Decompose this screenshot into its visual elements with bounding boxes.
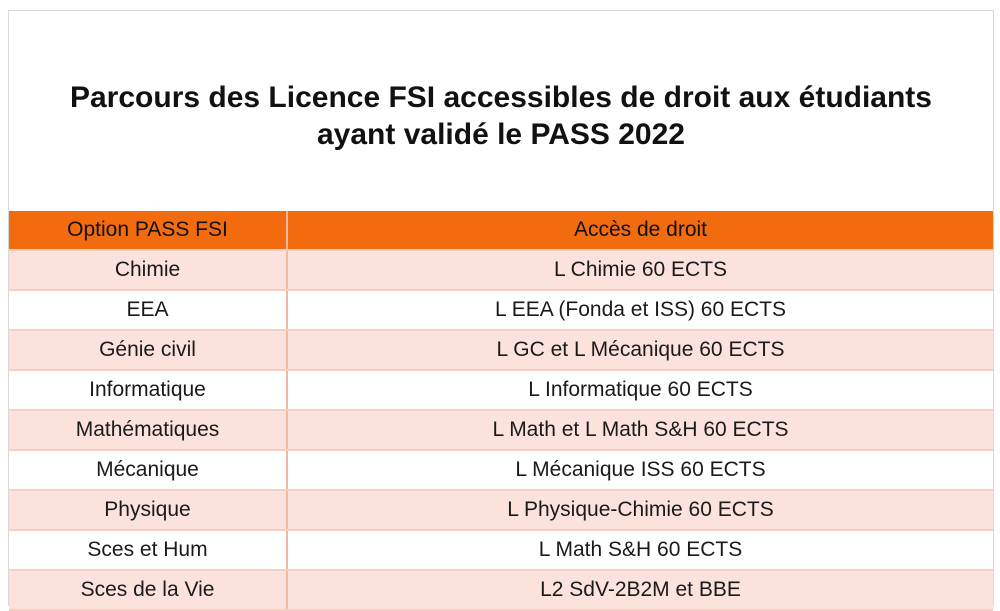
table-row [9,330,993,370]
slide [8,10,994,606]
header-acces-droit: Accès de droit [287,211,993,250]
option-cell: Mathématiques [9,410,287,450]
access-cell: L EEA (Fonda et ISS) 60 ECTS [287,290,993,330]
option-cell: Chimie [9,250,287,290]
table-row [9,570,993,610]
table-row [9,410,993,450]
table-row [9,370,993,410]
option-cell: Informatique [9,370,287,410]
option-cell: Physique [9,490,287,530]
title-line-1: Parcours des Licence FSI accessibles de droit aux étudiants [69,81,932,114]
option-cell: EEA [9,290,287,330]
table-row [9,450,993,490]
table-header-row [9,211,993,250]
page-title [9,79,993,153]
title-line-2: ayant validé le PASS 2022 [317,118,685,151]
option-cell: Mécanique [9,450,287,490]
access-cell: L Mécanique ISS 60 ECTS [287,450,993,490]
option-cell: Génie civil [9,330,287,370]
access-cell: L2 SdV-2B2M et BBE [287,570,993,610]
access-cell: L Physique-Chimie 60 ECTS [287,490,993,530]
access-cell: L Math S&H 60 ECTS [287,530,993,570]
header-option-pass: Option PASS FSI [9,211,287,250]
access-cell: L GC et L Mécanique 60 ECTS [287,330,993,370]
access-cell: L Chimie 60 ECTS [287,250,993,290]
access-table [9,211,993,611]
option-cell: Sces et Hum [9,530,287,570]
table-row [9,490,993,530]
access-cell: L Informatique 60 ECTS [287,370,993,410]
access-cell: L Math et L Math S&H 60 ECTS [287,410,993,450]
table-row [9,250,993,290]
option-cell: Sces de la Vie [9,570,287,610]
table-row [9,530,993,570]
table-row [9,290,993,330]
